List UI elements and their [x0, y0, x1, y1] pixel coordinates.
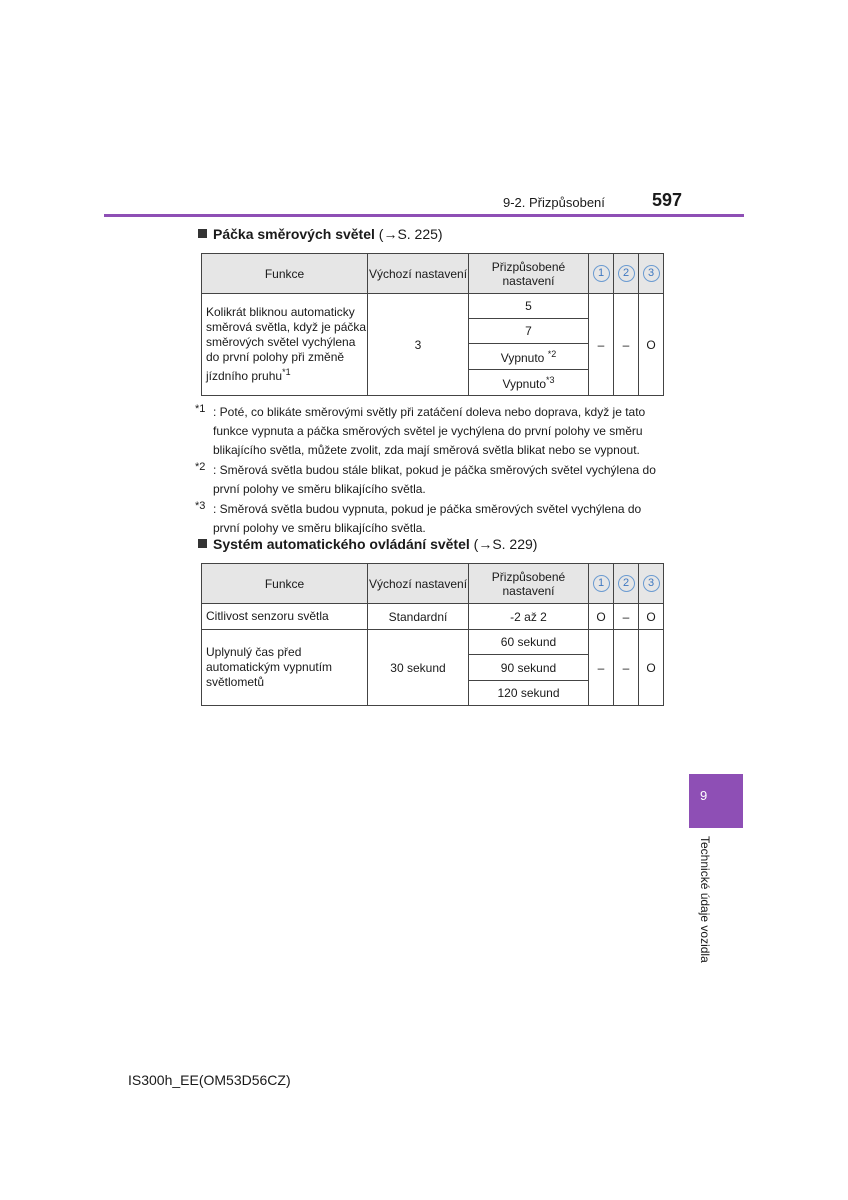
option-value: Vypnuto [502, 376, 547, 391]
function-cell: Uplynulý čas před automatickým vypnutím světlometů [202, 630, 368, 706]
footnote-text: : Směrová světla budou stále blikat, pokud je páčka směrových světel vychýlena do první polohy ve směru blikajícího světla. [213, 463, 656, 496]
mode-3-cell: O [639, 604, 664, 630]
auto-lights-table [201, 563, 664, 706]
function-text: Kolikrát bliknou automaticky směrová světla, když je páčka směrových světel vychýlena do první polohy při změně jízdního pruhu [206, 305, 367, 383]
page-number: 597 [652, 190, 683, 210]
document-code: IS300h_EE(OM53D56CZ) [128, 1072, 291, 1088]
circled-number-3-icon: 3 [643, 575, 660, 592]
option-cell [469, 370, 589, 396]
page-reference: (→S. 225) [378, 226, 443, 242]
chapter-tab-label: Technické údaje vozidla [698, 836, 712, 963]
footnote-3 [195, 500, 660, 538]
column-header-prizpusobene: Přizpůsobené nastavení [469, 254, 589, 294]
column-header-3 [639, 254, 664, 294]
square-bullet-icon [198, 229, 207, 238]
option-value: 5 [525, 299, 532, 313]
footnote-mark: *2 [195, 461, 206, 473]
footnote-marker: *1 [282, 367, 291, 377]
column-header-funkce: Funkce [202, 254, 368, 294]
circled-number-2-icon: 2 [618, 575, 635, 592]
column-header-3 [639, 564, 664, 604]
circled-number-1-icon: 1 [593, 575, 610, 592]
column-header-2 [614, 254, 639, 294]
option-cell [469, 294, 589, 319]
function-cell [202, 294, 368, 396]
chapter-tab [689, 774, 743, 828]
footnote-mark: *3 [195, 500, 206, 512]
footnote-text: : Poté, co blikáte směrovými světly při zatáčení doleva nebo doprava, když je tato funkce vypnuta a páčka směrových světel je vychýlena do první polohy ve směru blikajícího světla, můžete zvolit, zda mají směrová světla blikat nebo se vypnout. [213, 405, 646, 457]
table-row [202, 630, 664, 655]
footnote-1 [195, 403, 660, 460]
option-value: Vypnuto [500, 350, 545, 365]
square-bullet-icon [198, 539, 207, 548]
mode-1-cell: – [589, 294, 614, 396]
circled-number-3-icon: 3 [643, 265, 660, 282]
default-value-cell: 3 [368, 294, 469, 396]
section-title-turn-signal [198, 226, 443, 242]
mode-2-cell: – [614, 604, 639, 630]
option-cell: -2 až 2 [469, 604, 589, 630]
header-divider [104, 214, 744, 217]
column-header-2 [614, 564, 639, 604]
default-value-cell: Standardní [368, 604, 469, 630]
circled-number-2-icon: 2 [618, 265, 635, 282]
table-header-row [202, 564, 664, 604]
column-header-vychozi: Výchozí nastavení [368, 564, 469, 604]
table-row [202, 604, 664, 630]
turn-signal-table [201, 253, 664, 396]
mode-3-cell: O [639, 294, 664, 396]
column-header-funkce: Funkce [202, 564, 368, 604]
footnote-mark: *1 [195, 403, 206, 415]
footnote-marker: *3 [546, 374, 555, 385]
option-cell: 90 sekund [469, 655, 589, 681]
footnote-2 [195, 461, 660, 499]
page-reference: (→S. 229) [473, 536, 538, 552]
footnote-text: : Směrová světla budou vypnuta, pokud je páčka směrových světel vychýlena do první polohy ve směru blikajícího světla. [213, 502, 642, 535]
option-value: 7 [525, 324, 532, 338]
option-cell [469, 319, 589, 344]
chapter-number: 9 [700, 788, 708, 803]
option-cell [469, 344, 589, 370]
mode-2-cell: – [614, 630, 639, 706]
column-header-1 [589, 254, 614, 294]
mode-1-cell: – [589, 630, 614, 706]
mode-1-cell: O [589, 604, 614, 630]
running-header-section: 9-2. Přizpůsobení [503, 195, 605, 210]
circled-number-1-icon: 1 [593, 265, 610, 282]
column-header-vychozi: Výchozí nastavení [368, 254, 469, 294]
option-cell: 120 sekund [469, 681, 589, 706]
footnotes [195, 403, 660, 539]
section-title-text: Páčka směrových světel [213, 226, 375, 242]
section-title-auto-lights [198, 536, 537, 552]
column-header-1 [589, 564, 614, 604]
section-title-text: Systém automatického ovládání světel [213, 536, 470, 552]
option-cell: 60 sekund [469, 630, 589, 655]
mode-2-cell: – [614, 294, 639, 396]
table-row [202, 294, 664, 319]
table-header-row [202, 254, 664, 294]
default-value-cell: 30 sekund [368, 630, 469, 706]
footnote-marker: *2 [547, 348, 557, 359]
function-cell: Citlivost senzoru světla [202, 604, 368, 630]
mode-3-cell: O [639, 630, 664, 706]
column-header-prizpusobene: Přizpůsobené nastavení [469, 564, 589, 604]
